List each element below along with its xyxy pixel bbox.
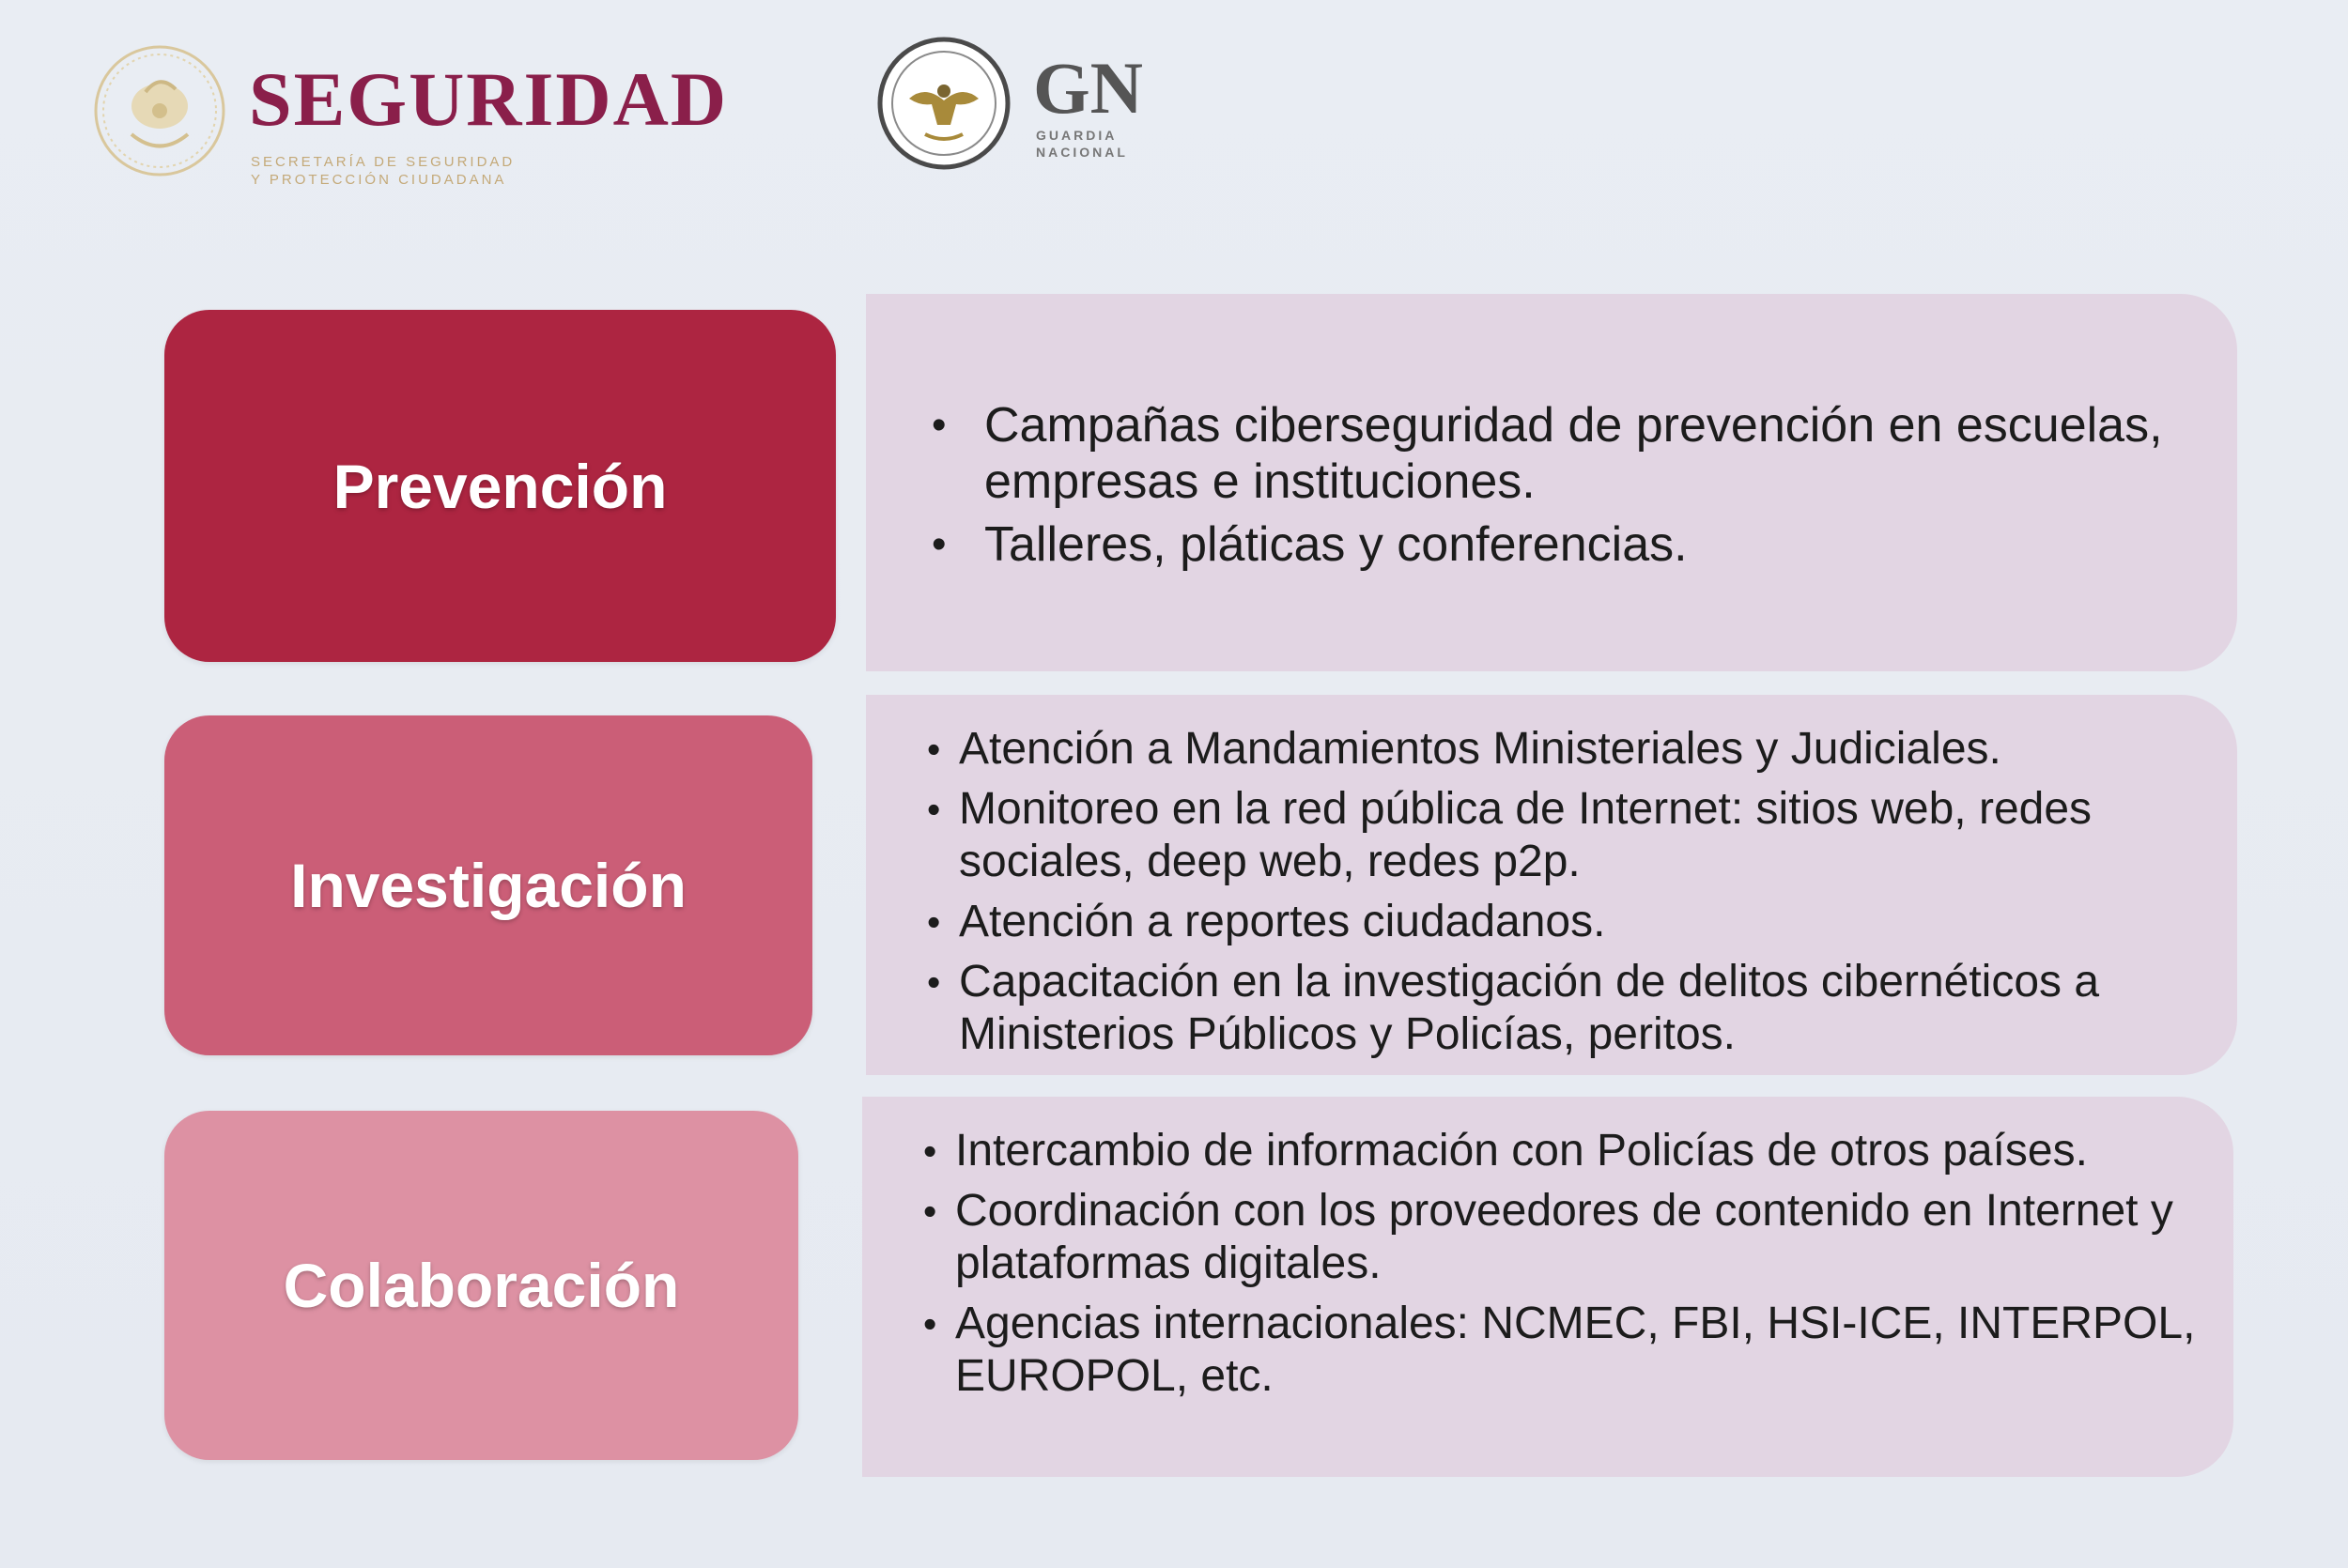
list-item: • Atención a Mandamientos Ministeriales y Judiciales. <box>927 723 2200 776</box>
seguridad-subtitle-line-1: SECRETARÍA DE SEGURIDAD <box>251 154 516 170</box>
colaboracion-bullet-list <box>923 1125 2196 1403</box>
seguridad-logo <box>89 33 803 188</box>
list-item: • Capacitación en la investigación de delitos cibernéticos a Ministerios Públicos y Policías, peritos. <box>927 956 2200 1061</box>
guardia-nacional-logo <box>873 28 1183 178</box>
colaboracion-content-panel <box>862 1097 2233 1477</box>
gn-subtitle-line-2: NACIONAL <box>1036 145 1128 160</box>
colaboracion-label-box: Colaboración <box>164 1111 798 1460</box>
gn-title: GN <box>1033 47 1143 129</box>
list-item: • Agencias internacionales: NCMEC, FBI, HSI-ICE, INTERPOL, EUROPOL, etc. <box>923 1298 2196 1403</box>
list-item: • Monitoreo en la red pública de Internet: sitios web, redes sociales, deep web, redes p2p. <box>927 783 2200 888</box>
prevencion-label-box: Prevención <box>164 310 836 662</box>
list-item: • Campañas ciberseguridad de prevención en escuelas, empresas e instituciones. <box>932 397 2181 510</box>
investigacion-content-panel <box>866 695 2237 1075</box>
list-item: • Intercambio de información con Policías de otros países. <box>923 1125 2196 1177</box>
prevencion-bullet-list <box>932 397 2181 573</box>
investigacion-label-box: Investigación <box>164 715 812 1055</box>
gn-subtitle <box>1036 127 1167 161</box>
gn-subtitle-line-1: GUARDIA <box>1036 128 1118 143</box>
seguridad-subtitle-line-2: Y PROTECCIÓN CIUDADANA <box>251 172 507 188</box>
list-item: • Talleres, pláticas y conferencias. <box>932 516 2181 573</box>
investigacion-bullet-list <box>927 723 2200 1061</box>
list-item: • Atención a reportes ciudadanos. <box>927 896 2200 948</box>
list-item: • Coordinación con los proveedores de contenido en Internet y plataformas digitales. <box>923 1185 2196 1290</box>
prevencion-content-panel <box>866 294 2237 671</box>
seguridad-subtitle <box>251 153 645 189</box>
guardia-nacional-eagle-seal-icon <box>873 33 1014 174</box>
seguridad-title: SEGURIDAD <box>249 56 729 142</box>
mexico-coat-of-arms-seal-icon <box>89 40 230 181</box>
